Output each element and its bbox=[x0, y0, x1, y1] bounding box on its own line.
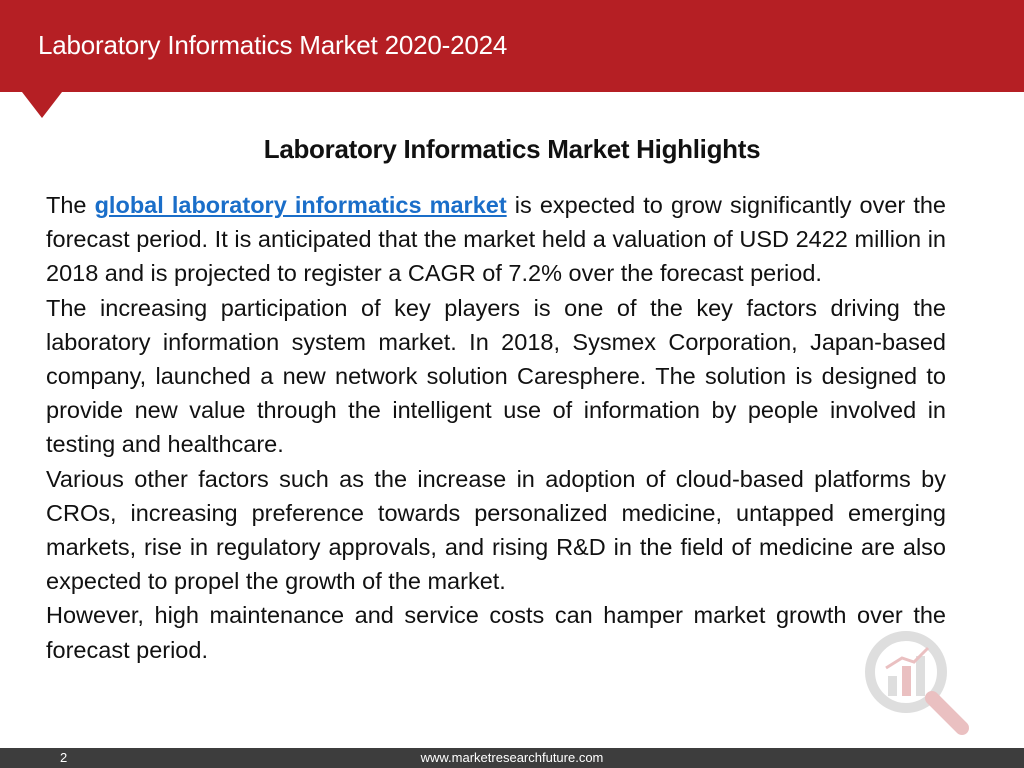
header-title: Laboratory Informatics Market 2020-2024 bbox=[38, 30, 508, 60]
paragraph-1 bbox=[46, 188, 946, 291]
body-text bbox=[46, 188, 946, 667]
paragraph-4: However, high maintenance and service costs can hamper market growth over the forecast period. bbox=[46, 602, 946, 663]
header-bar bbox=[0, 0, 1024, 92]
magnifier-bar-chart-icon bbox=[862, 628, 972, 738]
market-link[interactable]: global laboratory informatics market bbox=[94, 192, 507, 218]
footer-url: www.marketresearchfuture.com bbox=[420, 750, 604, 765]
slide-heading: Laboratory Informatics Market Highlights bbox=[263, 134, 761, 164]
paragraph-2: The increasing participation of key players is one of the key factors driving the laboratory information system market. In 2018, Sysmex Corporation, Japan-based company, launched a new network solution Caresphere. The solution is designed to provide new value through the intelligent use of information by people involved in testing and healthcare. bbox=[46, 294, 946, 458]
footer-bar bbox=[0, 748, 1024, 768]
page-number: 2 bbox=[60, 750, 68, 765]
paragraph-1-rest: is expected to grow significantly over the forecast period. It is anticipated that the market held a valuation of USD 2422 million in 2018 and is projected to register a CAGR of 7.2% over the forecast period. bbox=[46, 192, 946, 287]
paragraph-1-prefix: The bbox=[46, 192, 95, 218]
header-tab-triangle bbox=[22, 92, 62, 118]
paragraph-3: Various other factors such as the increase in adoption of cloud-based platforms by CROs, increasing preference towards personalized medicine, untapped emerging markets, rise in regulatory approvals, and rising R&D in the field of medicine are also expected to propel the growth of the market. bbox=[46, 465, 946, 595]
